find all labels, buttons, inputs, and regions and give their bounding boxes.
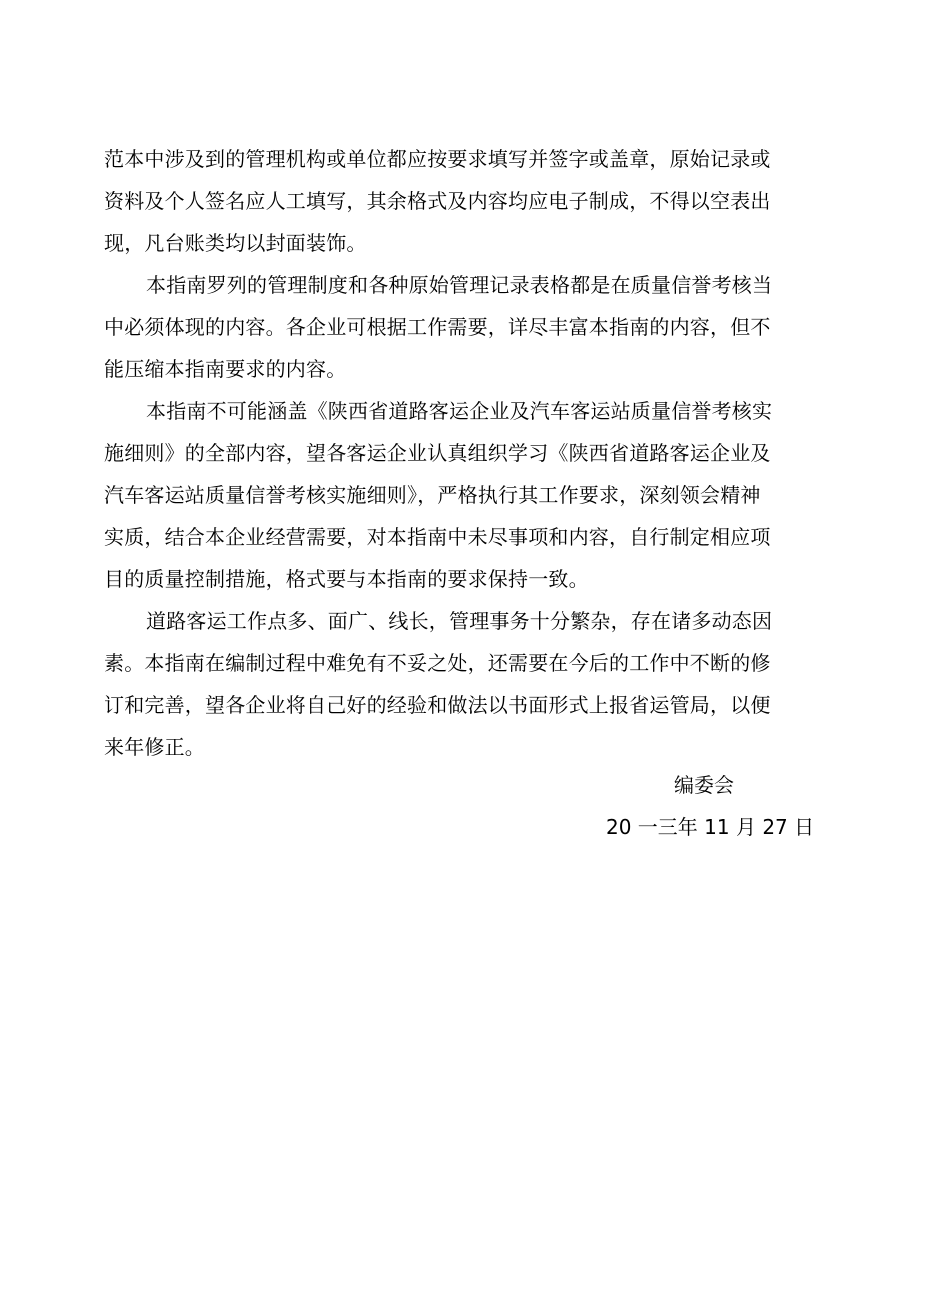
text-line: 现，凡台账类均以封面装饰。 <box>104 231 367 255</box>
text-line: 实质，结合本企业经营需要，对本指南中未尽事项和内容，自行制定相应项 <box>104 525 771 549</box>
paragraph-first-line: 道路客运工作点多、面广、线长，管理事务十分繁杂，存在诸多动态因 <box>146 609 773 633</box>
paragraph-first-line: 本指南罗列的管理制度和各种原始管理记录表格都是在质量信誉考核当 <box>146 273 773 297</box>
paragraph-first-line: 本指南不可能涵盖《陕西省道路客运企业及汽车客运站质量信誉考核实 <box>146 399 773 423</box>
text-line: 能压缩本指南要求的内容。 <box>104 357 347 381</box>
text-line: 订和完善，望各企业将自己好的经验和做法以书面形式上报省运管局，以便 <box>104 693 771 717</box>
signature-date: 20 一三年 11 月 27 日 <box>606 815 815 839</box>
signature-editorial-committee: 编委会 <box>674 773 734 797</box>
text-line: 素。本指南在编制过程中难免有不妥之处，还需要在今后的工作中不断的修 <box>104 651 771 675</box>
text-line: 范本中涉及到的管理机构或单位都应按要求填写并签字或盖章，原始记录或 <box>104 147 771 171</box>
text-line: 目的质量控制措施，格式要与本指南的要求保持一致。 <box>104 567 589 591</box>
text-line: 施细则》的全部内容，望各客运企业认真组织学习《陕西省道路客运企业及 <box>104 441 771 465</box>
text-line: 来年修正。 <box>104 735 205 759</box>
body-text <box>104 138 804 768</box>
text-line: 资料及个人签名应人工填写，其余格式及内容均应电子制成，不得以空表出 <box>104 189 771 213</box>
text-line: 中必须体现的内容。各企业可根据工作需要，详尽丰富本指南的内容，但不 <box>104 315 771 339</box>
text-line: 汽车客运站质量信誉考核实施细则》，严格执行其工作要求，深刻领会精神 <box>104 483 761 507</box>
